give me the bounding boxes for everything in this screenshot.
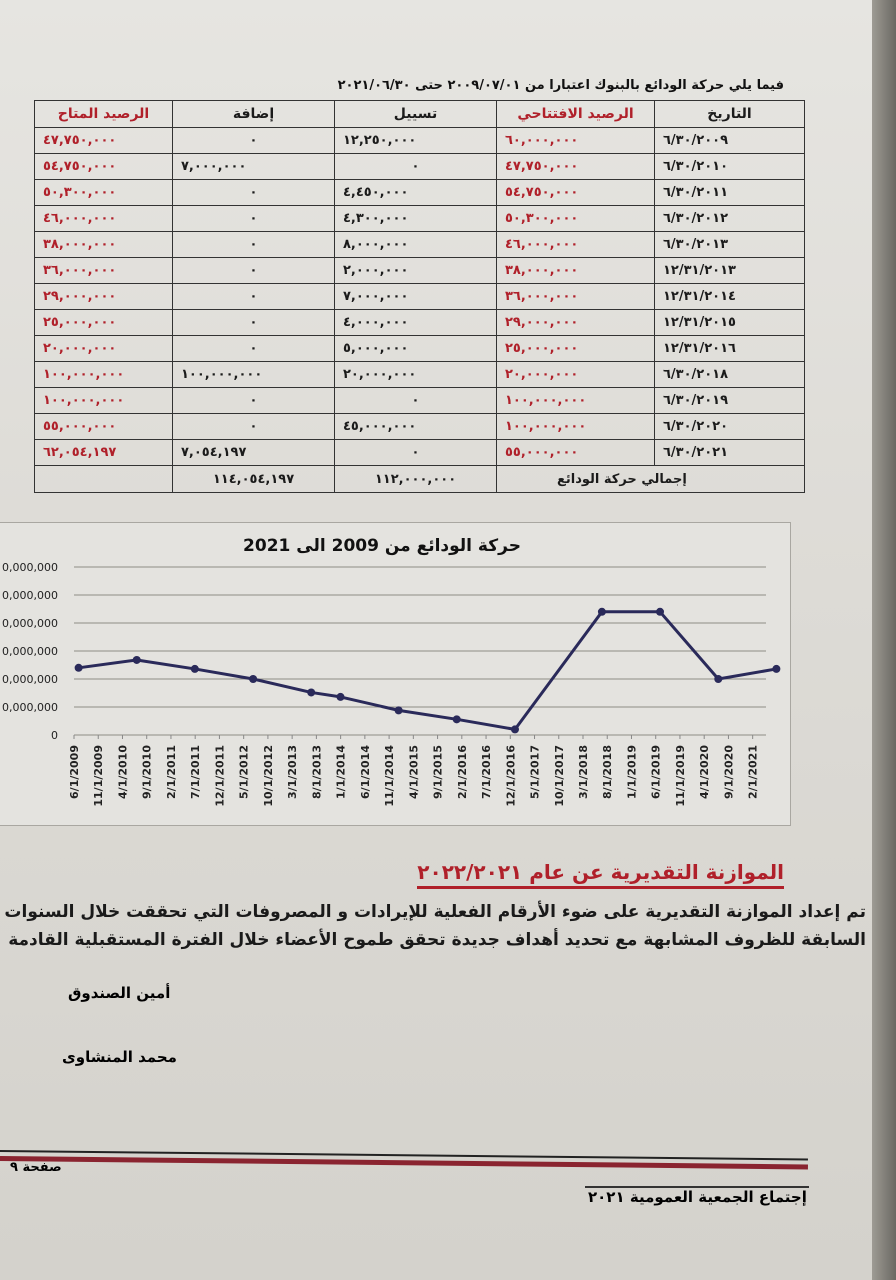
deposits-line-chart <box>0 523 790 825</box>
cell-date: ٦/٣٠/٢٠١٠ <box>655 154 805 180</box>
cell-date: ١٢/٣١/٢٠١٥ <box>655 310 805 336</box>
table-row <box>35 206 805 232</box>
totals-withdrawals: ١١٢,٠٠٠,٠٠٠ <box>335 466 497 493</box>
y-tick-label: 0,000,000 <box>2 617 58 630</box>
data-point <box>598 608 606 616</box>
paragraph-line-1: تم إعداد الموازنة التقديرية على ضوء الأرقام الفعلية للإيرادات و المصروفات التي تحققت خلال السنوات <box>4 902 866 922</box>
cell-opening-balance: ٢٩,٠٠٠,٠٠٠ <box>497 310 655 336</box>
cell-addition: ٧,٠٥٤,١٩٧ <box>173 440 335 466</box>
cell-opening-balance: ١٠٠,٠٠٠,٠٠٠ <box>497 414 655 440</box>
cell-withdrawal: ٨,٠٠٠,٠٠٠ <box>335 232 497 258</box>
cell-opening-balance: ٢٠,٠٠٠,٠٠٠ <box>497 362 655 388</box>
x-tick-label: 11/1/2019 <box>673 745 687 807</box>
cell-available-balance: ٢٠,٠٠٠,٠٠٠ <box>35 336 173 362</box>
table-row <box>35 336 805 362</box>
cell-addition: ٠ <box>173 206 335 232</box>
x-tick-label: 5/1/2012 <box>237 745 251 799</box>
cell-available-balance: ٢٥,٠٠٠,٠٠٠ <box>35 310 173 336</box>
cell-addition: ٠ <box>173 388 335 414</box>
table-row <box>35 388 805 414</box>
cell-date: ٦/٣٠/٢٠٢١ <box>655 440 805 466</box>
table-row <box>35 180 805 206</box>
totals-additions: ١١٤,٠٥٤,١٩٧ <box>173 466 335 493</box>
cell-addition: ٠ <box>173 232 335 258</box>
x-tick-label: 3/1/2018 <box>577 745 591 799</box>
cell-withdrawal: ٠ <box>335 154 497 180</box>
cell-withdrawal: ٤,٣٠٠,٠٠٠ <box>335 206 497 232</box>
y-tick-label: 0,000,000 <box>2 589 58 602</box>
cell-date: ١٢/٣١/٢٠١٣ <box>655 258 805 284</box>
chart-title: حركة الودائع من 2009 الى 2021 <box>243 536 521 556</box>
cell-opening-balance: ٣٦,٠٠٠,٠٠٠ <box>497 284 655 310</box>
table-row <box>35 414 805 440</box>
cell-date: ٦/٣٠/٢٠١٢ <box>655 206 805 232</box>
y-tick-label: 0,000,000 <box>2 701 58 714</box>
cell-withdrawal: ٢,٠٠٠,٠٠٠ <box>335 258 497 284</box>
table-header-row <box>35 101 805 128</box>
x-tick-label: 5/1/2017 <box>528 745 542 799</box>
data-point <box>133 656 141 664</box>
data-point <box>714 675 722 683</box>
cell-withdrawal: ١٢,٢٥٠,٠٠٠ <box>335 128 497 154</box>
table-title: فيما يلي حركة الودائع بالبنوك اعتبارا من ٢٠٠٩/٠٧/٠١ حتى ٢٠٢١/٠٦/٣٠ <box>337 78 784 93</box>
table-row <box>35 284 805 310</box>
data-point <box>75 664 83 672</box>
y-tick-label: 0,000,000 <box>2 561 58 574</box>
table-row <box>35 232 805 258</box>
cell-available-balance: ٥٠,٣٠٠,٠٠٠ <box>35 180 173 206</box>
data-point <box>191 665 199 673</box>
cell-opening-balance: ٢٥,٠٠٠,٠٠٠ <box>497 336 655 362</box>
cell-withdrawal: ٠ <box>335 440 497 466</box>
header-addition: إضافة <box>173 101 335 128</box>
data-point <box>307 688 315 696</box>
cell-withdrawal: ٥,٠٠٠,٠٠٠ <box>335 336 497 362</box>
x-tick-label: 9/1/2015 <box>431 745 445 799</box>
x-tick-label: 8/1/2018 <box>601 745 615 799</box>
y-tick-label: 0,000,000 <box>2 673 58 686</box>
data-point <box>249 675 257 683</box>
series-line <box>79 612 777 730</box>
cell-available-balance: ٦٢,٠٥٤,١٩٧ <box>35 440 173 466</box>
cell-withdrawal: ٤,٤٥٠,٠٠٠ <box>335 180 497 206</box>
cell-opening-balance: ١٠٠,٠٠٠,٠٠٠ <box>497 388 655 414</box>
x-tick-label: 2/1/2021 <box>746 745 760 799</box>
page-number: صفحة ٩ <box>10 1160 62 1175</box>
x-tick-label: 12/1/2016 <box>504 745 518 807</box>
cell-addition: ٧,٠٠٠,٠٠٠ <box>173 154 335 180</box>
cell-addition: ٠ <box>173 336 335 362</box>
cell-addition: ١٠٠,٠٠٠,٠٠٠ <box>173 362 335 388</box>
x-tick-label: 3/1/2013 <box>286 745 300 799</box>
cell-available-balance: ٤٧,٧٥٠,٠٠٠ <box>35 128 173 154</box>
section-title: الموازنة التقديرية عن عام ٢٠٢٢/٢٠٢١ <box>417 860 784 889</box>
cell-available-balance: ٤٦,٠٠٠,٠٠٠ <box>35 206 173 232</box>
paragraph-line-2: السابقة للظروف المشابهة مع تحديد أهداف جديدة تحقق طموح الأعضاء خلال الفترة المستقبلية القادمة <box>8 930 866 950</box>
x-tick-label: 1/1/2014 <box>334 745 348 799</box>
x-tick-label: 9/1/2020 <box>722 745 736 799</box>
chart-container <box>0 522 791 826</box>
x-tick-label: 4/1/2015 <box>407 745 421 799</box>
cell-opening-balance: ٦٠,٠٠٠,٠٠٠ <box>497 128 655 154</box>
signature-role: أمين الصندوق <box>68 984 171 1002</box>
cell-opening-balance: ٥٠,٣٠٠,٠٠٠ <box>497 206 655 232</box>
cell-available-balance: ١٠٠,٠٠٠,٠٠٠ <box>35 362 173 388</box>
x-tick-label: 11/1/2009 <box>92 745 106 807</box>
cell-withdrawal: ٠ <box>335 388 497 414</box>
cell-available-balance: ١٠٠,٠٠٠,٠٠٠ <box>35 388 173 414</box>
cell-addition: ٠ <box>173 414 335 440</box>
cell-available-balance: ٢٩,٠٠٠,٠٠٠ <box>35 284 173 310</box>
table-row <box>35 362 805 388</box>
cell-date: ١٢/٣١/٢٠١٤ <box>655 284 805 310</box>
totals-row <box>35 466 805 493</box>
header-date: التاريخ <box>655 101 805 128</box>
footer-title: إجتماع الجمعية العمومية ٢٠٢١ <box>588 1188 807 1206</box>
x-tick-label: 6/1/2009 <box>68 745 81 799</box>
cell-opening-balance: ٤٦,٠٠٠,٠٠٠ <box>497 232 655 258</box>
cell-date: ٦/٣٠/٢٠١٨ <box>655 362 805 388</box>
x-tick-label: 8/1/2013 <box>310 745 324 799</box>
data-point <box>511 725 519 733</box>
cell-opening-balance: ٥٥,٠٠٠,٠٠٠ <box>497 440 655 466</box>
x-tick-label: 10/1/2017 <box>552 745 566 807</box>
cell-withdrawal: ٧,٠٠٠,٠٠٠ <box>335 284 497 310</box>
cell-available-balance: ٣٨,٠٠٠,٠٠٠ <box>35 232 173 258</box>
signature-name: محمد المنشاوى <box>62 1048 177 1066</box>
header-opening-balance: الرصيد الافتتاحي <box>497 101 655 128</box>
x-tick-label: 2/1/2016 <box>455 745 469 799</box>
deposits-table <box>34 100 805 493</box>
cell-addition: ٠ <box>173 180 335 206</box>
cell-addition: ٠ <box>173 258 335 284</box>
x-tick-label: 7/1/2016 <box>480 745 494 799</box>
cell-date: ٦/٣٠/٢٠٠٩ <box>655 128 805 154</box>
data-point <box>656 608 664 616</box>
data-point <box>772 665 780 673</box>
x-tick-label: 6/1/2019 <box>649 745 663 799</box>
cell-addition: ٠ <box>173 284 335 310</box>
x-tick-label: 11/1/2014 <box>383 745 397 807</box>
table-row <box>35 258 805 284</box>
totals-empty-cell <box>35 466 173 493</box>
table-row <box>35 310 805 336</box>
cell-withdrawal: ٢٠,٠٠٠,٠٠٠ <box>335 362 497 388</box>
x-tick-label: 9/1/2010 <box>140 745 154 799</box>
cell-addition: ٠ <box>173 128 335 154</box>
x-tick-label: 10/1/2012 <box>261 745 275 807</box>
cell-withdrawal: ٤,٠٠٠,٠٠٠ <box>335 310 497 336</box>
cell-date: ٦/٣٠/٢٠١١ <box>655 180 805 206</box>
totals-label: إجمالي حركة الودائع <box>497 466 805 493</box>
cell-opening-balance: ٣٨,٠٠٠,٠٠٠ <box>497 258 655 284</box>
header-withdrawal: تسييل <box>335 101 497 128</box>
header-available-balance: الرصيد المتاح <box>35 101 173 128</box>
x-tick-label: 2/1/2011 <box>164 745 178 799</box>
cell-date: ٦/٣٠/٢٠١٩ <box>655 388 805 414</box>
x-tick-label: 12/1/2011 <box>213 745 227 807</box>
table-row <box>35 154 805 180</box>
y-tick-label: 0 <box>51 729 58 742</box>
cell-withdrawal: ٤٥,٠٠٠,٠٠٠ <box>335 414 497 440</box>
book-binding-edge <box>872 0 896 1280</box>
table-row <box>35 128 805 154</box>
data-point <box>395 706 403 714</box>
data-point <box>337 693 345 701</box>
cell-date: ١٢/٣١/٢٠١٦ <box>655 336 805 362</box>
x-tick-label: 7/1/2011 <box>189 745 203 799</box>
cell-date: ٦/٣٠/٢٠١٣ <box>655 232 805 258</box>
table-row <box>35 440 805 466</box>
x-tick-label: 4/1/2020 <box>698 745 712 799</box>
x-tick-label: 4/1/2010 <box>116 745 130 799</box>
cell-available-balance: ٥٤,٧٥٠,٠٠٠ <box>35 154 173 180</box>
cell-addition: ٠ <box>173 310 335 336</box>
cell-opening-balance: ٤٧,٧٥٠,٠٠٠ <box>497 154 655 180</box>
x-tick-label: 1/1/2019 <box>625 745 639 799</box>
cell-available-balance: ٣٦,٠٠٠,٠٠٠ <box>35 258 173 284</box>
section-paragraph <box>0 898 866 954</box>
cell-available-balance: ٥٥,٠٠٠,٠٠٠ <box>35 414 173 440</box>
y-tick-label: 0,000,000 <box>2 645 58 658</box>
cell-opening-balance: ٥٤,٧٥٠,٠٠٠ <box>497 180 655 206</box>
data-point <box>453 715 461 723</box>
x-tick-label: 6/1/2014 <box>358 745 372 799</box>
cell-date: ٦/٣٠/٢٠٢٠ <box>655 414 805 440</box>
